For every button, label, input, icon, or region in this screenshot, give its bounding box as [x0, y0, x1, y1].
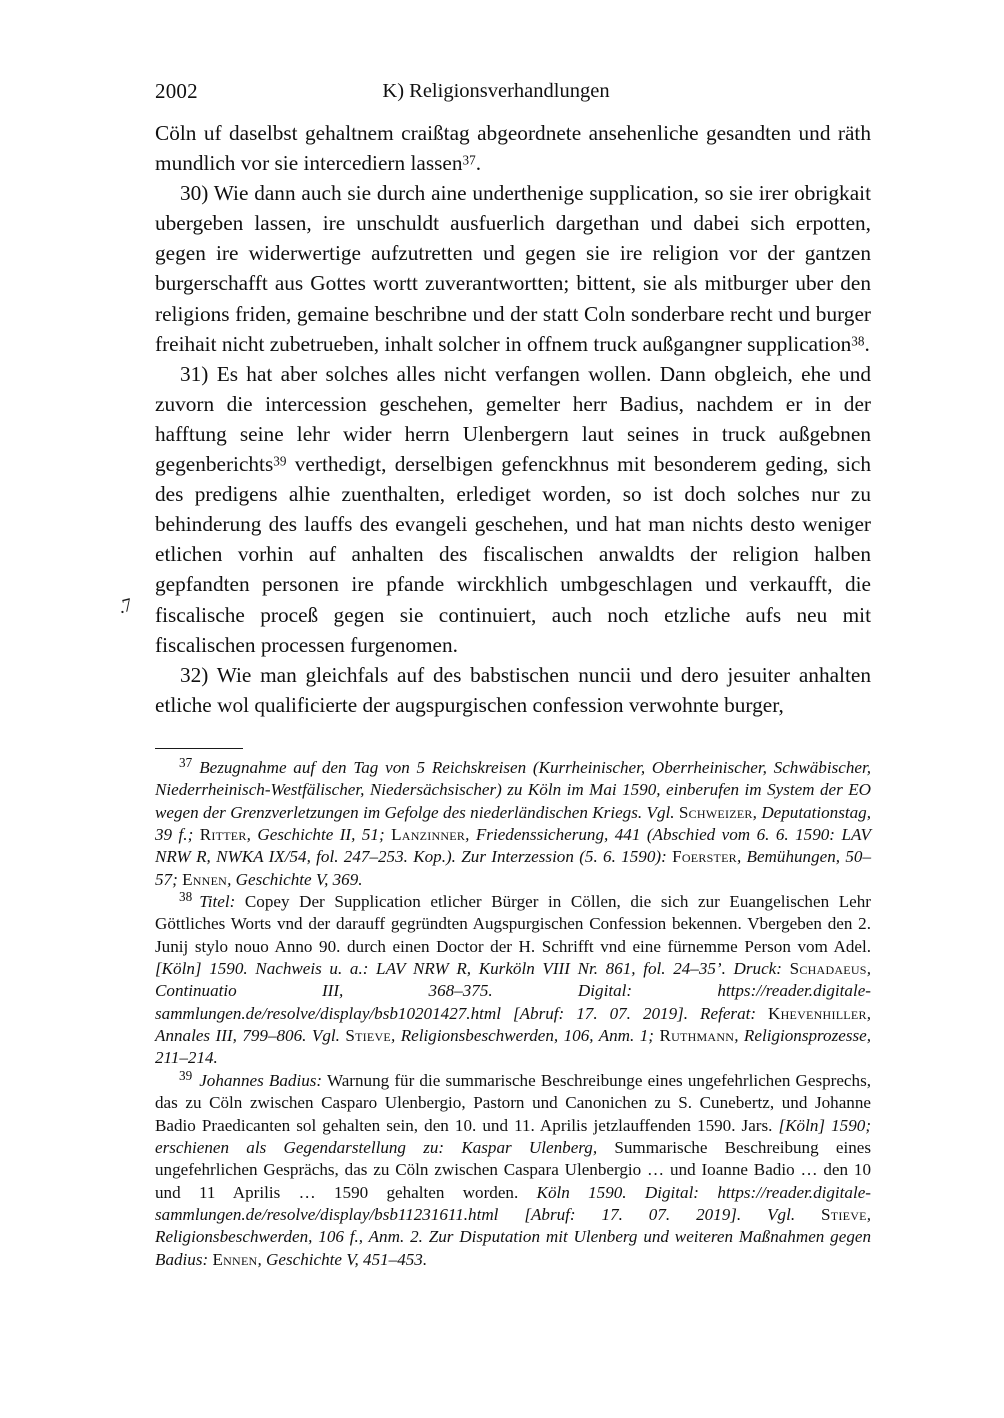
footnote-separator-rule: [155, 748, 243, 749]
page-number: 2002: [155, 79, 198, 103]
footnote-number: 37: [179, 755, 193, 771]
footnote-author-smallcaps: Ennen: [182, 869, 228, 889]
footnote-reference[interactable]: 37: [462, 152, 476, 168]
footnote-text-italic: , Religionsbeschwerden, 106, Anm. 1;: [391, 1026, 660, 1046]
footnote-text-italic: Johannes Badius:: [199, 1070, 323, 1090]
footnote-38: [155, 891, 871, 1070]
para-31: 31) Es hat aber solches alles nicht verfangen wollen. Dann obgleich, ehe und zuvorn die intercession geschehen, gemelter herr Badius, nachdem er in der hafftung seine lehr wider herrn Ulenbergern laut seines in truck außgebnen gegenberichts$^{39}$ verthedigt, derselbigen gefenckhnus mit besonderem geding, sich des predigens alhie zuenthalten, erlediget worden, so ist doch solches nur zu behinderung des lauffs des evangeli geschehen, und hat man nichts desto weniger etlichen vorhin auf anhalten des fiscalischen anwaldts der religion halben gepfandten personen ire pfande wirckhlich umbgeschlagen und verkaufft, die fiscalische proceß gegen sie continuiert, auch noch etzliche aufs neu mit fiscalischen processen furgenomen.: [155, 361, 871, 657]
footnote-text: Warnung für die summarische Beschreibunge eines ungefehrlichen Gesprechs, das zu Cöln zwischen Casparo Ulenbergio, Pastorn und Canonichen zu S. Cunebertz, und Johanne Badio Praedicanten sol gehalten sein, den 10. und 11. Aprilis jetzlauffenden 1590. Jars.: [155, 1070, 871, 1135]
footnote-author-smallcaps: Stieve: [345, 1026, 392, 1046]
main-text-block: [155, 118, 871, 720]
footnote-text-italic: , Annales III, 799–806. Vgl.: [155, 1003, 871, 1046]
running-title: K) Religionsverhandlungen: [382, 80, 610, 102]
footnote-author-smallcaps: Foerster: [672, 847, 737, 867]
footnote-author-smallcaps: Schadaeus: [789, 959, 867, 979]
footnote-author-smallcaps: Ruthmann: [659, 1026, 735, 1046]
footnote-author-smallcaps: Schweizer: [678, 802, 753, 822]
footnote-text-italic: , Friedenssicherung, 441 (Abschied vom 6. 6. 1590: LAV NRW R, NWKA IX/54, fol. 247–253. Kop.). Zur Interzession (5. 6. 1590):: [155, 825, 871, 867]
footnote-text-italic: Titel:: [199, 892, 236, 912]
footnote-text-italic: Köln 1590. Digital: https://reader.digitale-sammlungen.de/resolve/display/bsb11231611.html [Abruf: 17. 07. 2019]. Vgl.: [155, 1182, 871, 1224]
footnote-text-italic: , Bemühungen, 50–57;: [155, 847, 871, 889]
footnote-text-italic: [Köln] 1590; erschienen als Gegendarstellung zu: Kaspar Ulenberg,: [155, 1115, 872, 1157]
footnote-author-smallcaps: Ennen: [212, 1249, 258, 1269]
para-continued: Cöln uf daselbst gehaltnem craißtag abgeordnete ansehenliche gesandten und räth mundlich vor sie intercediern lassen$^{37}$.: [155, 121, 871, 176]
margin-annotation: .7: [116, 594, 134, 619]
footnote-text-italic: , Geschichte V, 369.: [227, 869, 363, 889]
footnote-39: [155, 1067, 872, 1271]
footnote-text-italic: , Continuatio III, 368–375. Digital: https://reader.digitale-sammlungen.de/resolve/display/bsb10201427.html [Abruf: 17. 07. 2019]. Referat:: [155, 959, 871, 1023]
footnote-author-smallcaps: Stieve: [821, 1204, 867, 1224]
running-head: [155, 78, 870, 104]
para-30: 30) Wie dann auch sie durch aine underthenige supplication, so sie irer obrigkait ubergeben lassen, ire unschuldt ausfuerlich dargethan und dabei sich erpotten, gegen ire widerwertige aufzutretten und gegen sie ire religion vor der gantzen burgerschafft aus Gottes wortt zuverantwortten; bittent, sie als mitburger uber den religions friden, gemaine beschribne und der statt Coln sonderbare recht und burger freihait nicht zubetrueben, inhalt solcher in offnem truck außgangner supplication$^{38}$.: [155, 181, 871, 356]
footnote-text-italic: , Religionsprozesse, 211–214.: [155, 1026, 871, 1068]
footnote-author-smallcaps: Ritter: [199, 825, 247, 845]
footnote-number: 38: [179, 889, 193, 905]
footnote-text-italic: , Religionsbeschwerden, 106 f., Anm. 2. Zur Disputation mit Ulenberg und weiteren Maßnahmen gegen Badius:: [155, 1204, 871, 1269]
footnote-text: Summarische Beschreibung eines ungefehrlichen Gesprächs, das zu Cöln zwischen Caspara Ulenbergio … und Ioanne Badio … den 10 und 11 Aprilis … 1590 gehalten worden.: [155, 1137, 872, 1202]
footnote-author-smallcaps: Khevenhiller: [768, 1003, 867, 1023]
footnote-author-smallcaps: Lanzinner: [391, 825, 466, 845]
footnote-text-italic: , Geschichte II, 51;: [246, 825, 392, 845]
footnote-text-italic: , Geschichte V, 451–453.: [257, 1249, 428, 1269]
footnote-block: [155, 757, 871, 1271]
footnote-number: 39: [179, 1067, 193, 1083]
footnote-text-italic: [Köln] 1590. Nachweis u. a.: LAV NRW R, Kurköln VIII Nr. 861, fol. 24–35’. Druck:: [155, 959, 790, 979]
footnote-37: [155, 757, 871, 891]
footnote-reference[interactable]: 38: [851, 333, 865, 349]
footnote-reference[interactable]: 39: [273, 453, 287, 469]
footnote-text: Copey Der Supplication etlicher Bürger in Cöllen, die sich zur Euangelischen Lehr Göttliches Worts vnd der darauff gegründten Augspurgischen Confession bekennen. Vbergeben den 2. Junij stylo nouo Anno 90. durch einen Doctor der H. Schrifft vnd eine fürnemme Person vom Adel.: [155, 892, 871, 956]
footnote-text-italic: , Deputationstag, 39 f.;: [155, 802, 872, 845]
footnote-text-italic: Bezugnahme auf den Tag von 5 Reichskreisen (Kurrheinischer, Oberrheinischer, Schwäbischer, Niederrheinisch-Westfälischer, Niedersächsischer) zu Köln im Mai 1590, einberufen im System der EO wegen der Grenzverletzungen im Gefolge des niederländischen Kriegs. Vgl.: [155, 758, 871, 822]
para-32: 32) Wie man gleichfals auf des babstischen nuncii und dero jesuiter anhalten etliche wol qualificierte der augspurgischen confession verwohnte burger,: [155, 662, 871, 717]
